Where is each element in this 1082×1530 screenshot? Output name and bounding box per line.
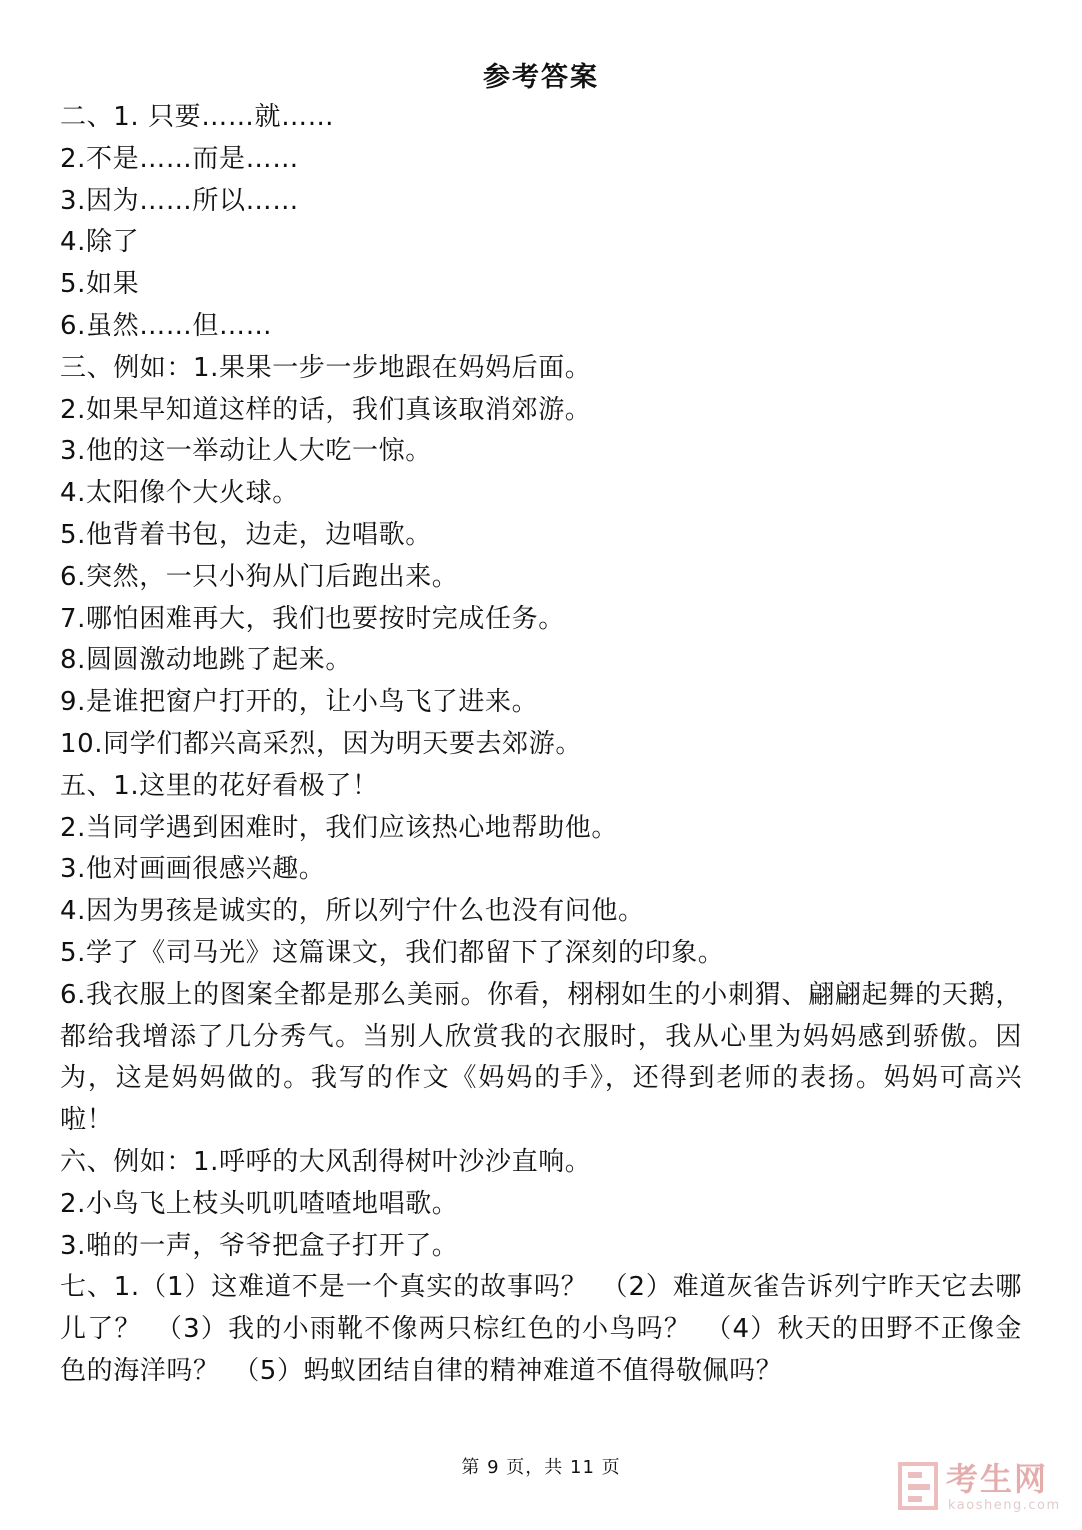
answer-line: 5.如果	[60, 269, 140, 300]
answer-line: 4.除了	[60, 227, 140, 258]
answer-line: 二、1. 只要……就……	[60, 102, 335, 132]
answer-line: 五、1.这里的花好看极了！	[60, 770, 379, 801]
answer-line: 2.当同学遇到困难时，我们应该热心地帮助他。	[60, 812, 619, 843]
answer-paragraph: 6.我衣服上的图案全都是那么美丽。你看，栩栩如生的小刺猬、翩翩起舞的天鹅，都给我增添了几分秀气。当别人欣赏我的衣服时，我从心里为妈妈感到骄傲。因为，这是妈妈做的。我写的作文《妈妈的手》，还得到老师的表扬。妈妈可高兴啦！	[60, 979, 1022, 1136]
watermark	[898, 1458, 1068, 1518]
kaosheng-logo-icon	[898, 1462, 938, 1510]
answer-line: 3.因为……所以……	[60, 185, 299, 216]
answer-line: 10.同学们都兴高采烈，因为明天要去郊游。	[60, 728, 582, 759]
answer-line: 5.学了《司马光》这篇课文，我们都留下了深刻的印象。	[60, 937, 725, 968]
answer-body	[60, 97, 1022, 1393]
answer-paragraph: 七、1.（1）这难道不是一个真实的故事吗？ （2）难道灰雀告诉列宁昨天它去哪儿了？ （3）我的小雨靴不像两只棕红色的小鸟吗？ （4）秋天的田野不正像金色的海洋吗？ （5）蚂蚁团结自律的精神难道不值得敬佩吗？	[60, 1272, 1022, 1386]
answer-line: 六、例如：1.呼呼的大风刮得树叶沙沙直响。	[60, 1146, 592, 1177]
answer-line: 7.哪怕困难再大，我们也要按时完成任务。	[60, 603, 565, 634]
watermark-text: 考生网	[946, 1460, 1049, 1498]
answer-line: 8.圆圆激动地跳了起来。	[60, 645, 353, 676]
answer-line: 2.小鸟飞上枝头叽叽喳喳地唱歌。	[60, 1188, 459, 1219]
watermark-url: kaosheng.com	[948, 1498, 1061, 1513]
answer-line: 6.虽然……但……	[60, 310, 273, 341]
answer-line: 3.他对画画很感兴趣。	[60, 854, 326, 885]
page-title: 参考答案	[483, 62, 599, 93]
answer-line: 三、例如：1.果果一步一步地跟在妈妈后面。	[60, 352, 592, 383]
answer-line: 3.他的这一举动让人大吃一惊。	[60, 436, 432, 467]
answer-line: 6.突然，一只小狗从门后跑出来。	[60, 561, 459, 592]
answer-line: 2.不是……而是……	[60, 143, 299, 174]
answer-line: 9.是谁把窗户打开的，让小鸟飞了进来。	[60, 687, 539, 718]
answer-line: 4.太阳像个大火球。	[60, 478, 299, 509]
answer-line: 5.他背着书包，边走，边唱歌。	[60, 519, 432, 550]
page-number-footer: 第 9 页，共 11 页	[461, 1457, 621, 1478]
answer-line: 4.因为男孩是诚实的，所以列宁什么也没有问他。	[60, 896, 645, 927]
answer-line: 2.如果早知道这样的话，我们真该取消郊游。	[60, 394, 592, 425]
answer-line: 3.啪的一声，爷爷把盒子打开了。	[60, 1230, 459, 1261]
